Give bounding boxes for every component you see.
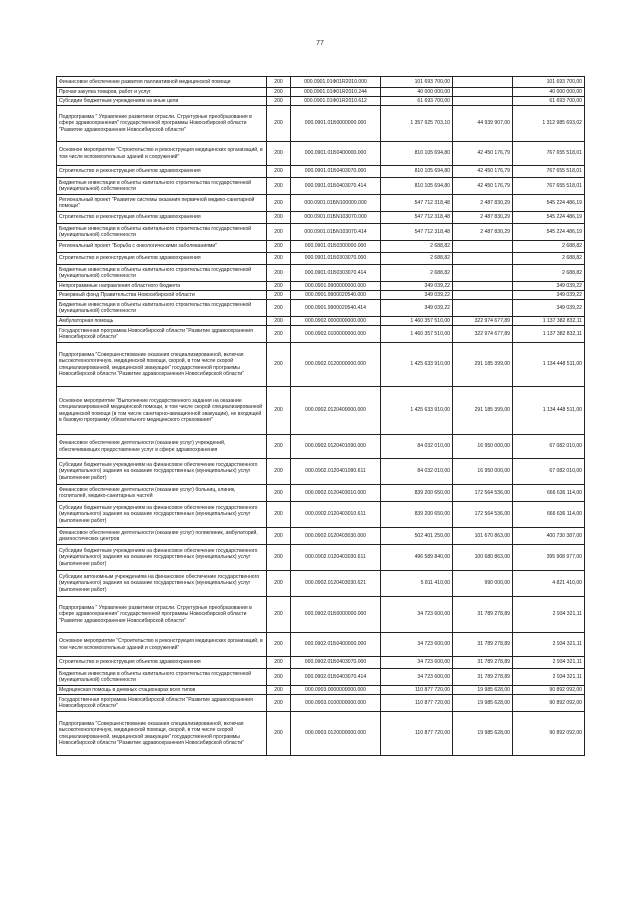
approved-amount-cell: 2 688,82 <box>381 253 453 265</box>
approved-amount-cell: 810 105 694,80 <box>381 166 453 178</box>
table-row <box>57 633 585 657</box>
change-amount-cell <box>453 88 513 97</box>
change-amount-cell: 19 985 628,00 <box>453 686 513 695</box>
ministry-code-cell: 200 <box>267 142 291 166</box>
approved-amount-cell: 5 811 410,00 <box>381 571 453 597</box>
ministry-code-cell: 200 <box>267 695 291 712</box>
budget-classification-code-cell: 000.0903.0120000000.000 <box>291 712 381 756</box>
budget-classification-code-cell: 000.0901.01Б0000000.000 <box>291 106 381 142</box>
item-name-cell: Резервный фонд Правительства Новосибирской области <box>57 291 267 300</box>
approved-amount-cell: 547 712 318,48 <box>381 224 453 241</box>
item-name-cell: Региональный проект "Развитие системы оказания первичной медико-санитарной помощи" <box>57 195 267 212</box>
approved-amount-cell: 110 877 720,00 <box>381 695 453 712</box>
item-name-cell: Подпрограмма " Управление развитием отрасли. Структурные преобразования в сфере здравоохранения" государственной программы Новосибирской области "Развитие здравоохранения Новосибирской области" <box>57 106 267 142</box>
budget-classification-code-cell: 000.0901.01Б0303070.000 <box>291 253 381 265</box>
approved-amount-cell: 34 723 600,00 <box>381 633 453 657</box>
change-amount-cell: 42 450 176,79 <box>453 166 513 178</box>
table-row <box>57 686 585 695</box>
budget-classification-code-cell: 000.0902.0120401090.611 <box>291 459 381 485</box>
approved-amount-cell: 34 723 600,00 <box>381 669 453 686</box>
change-amount-cell: 19 985 628,00 <box>453 712 513 756</box>
budget-classification-code-cell: 000.0901.9900000000.000 <box>291 282 381 291</box>
change-amount-cell: 31 789 278,89 <box>453 669 513 686</box>
change-amount-cell: 19 985 628,00 <box>453 695 513 712</box>
total-amount-cell: 4 821 410,00 <box>513 571 585 597</box>
total-amount-cell: 1 312 985 693,02 <box>513 106 585 142</box>
item-name-cell: Бюджетные инвестиции в объекты капитального строительства государственной (муниципальной) собственности <box>57 300 267 317</box>
ministry-code-cell: 200 <box>267 528 291 545</box>
item-name-cell: Основное мероприятие "Строительство и реконструкция медицинских организаций, в том числе вспомогательных зданий и сооружений" <box>57 633 267 657</box>
budget-classification-code-cell: 000.0901.01БN103070.414 <box>291 224 381 241</box>
table-row <box>57 166 585 178</box>
item-name-cell: Субсидии бюджетным учреждениям на финансовое обеспечение государственного (муниципального) задания на оказание государственных (муниципальных) услуг (выполнение работ) <box>57 545 267 571</box>
total-amount-cell: 2 934 321,11 <box>513 669 585 686</box>
item-name-cell: Амбулаторная помощь <box>57 317 267 326</box>
budget-classification-code-cell: 000.0902.0120403030.621 <box>291 571 381 597</box>
item-name-cell: Строительство и реконструкция объектов здравоохранения <box>57 212 267 224</box>
approved-amount-cell: 1 425 633 910,00 <box>381 387 453 435</box>
approved-amount-cell: 2 688,82 <box>381 265 453 282</box>
approved-amount-cell: 839 200 650,00 <box>381 502 453 528</box>
ministry-code-cell: 200 <box>267 597 291 633</box>
ministry-code-cell: 200 <box>267 253 291 265</box>
change-amount-cell <box>453 253 513 265</box>
table-row <box>57 97 585 106</box>
approved-amount-cell: 1 357 925 703,10 <box>381 106 453 142</box>
approved-amount-cell: 496 589 840,00 <box>381 545 453 571</box>
approved-amount-cell: 349 039,22 <box>381 300 453 317</box>
table-row <box>57 435 585 459</box>
approved-amount-cell: 110 877 720,00 <box>381 712 453 756</box>
item-name-cell: Непрограммные направления областного бюджета <box>57 282 267 291</box>
change-amount-cell: 44 939 907,00 <box>453 106 513 142</box>
item-name-cell: Субсидии бюджетным учреждениям на иные цели <box>57 97 267 106</box>
total-amount-cell: 1 137 382 832,11 <box>513 317 585 326</box>
table-row <box>57 142 585 166</box>
budget-classification-code-cell: 000.0901.01БN100000.000 <box>291 195 381 212</box>
total-amount-cell: 666 636 114,00 <box>513 485 585 502</box>
change-amount-cell: 291 185 399,00 <box>453 343 513 387</box>
table-row <box>57 282 585 291</box>
table-row <box>57 77 585 88</box>
item-name-cell: Медицинская помощь в дневных стационарах всех типов <box>57 686 267 695</box>
table-row <box>57 545 585 571</box>
item-name-cell: Строительство и реконструкция объектов здравоохранения <box>57 166 267 178</box>
budget-classification-code-cell: 000.0901.01Б0300000.000 <box>291 241 381 253</box>
budget-classification-code-cell: 000.0902.0120403010.611 <box>291 502 381 528</box>
ministry-code-cell: 200 <box>267 97 291 106</box>
item-name-cell: Строительство и реконструкция объектов здравоохранения <box>57 253 267 265</box>
table-row <box>57 343 585 387</box>
change-amount-cell: 990 000,00 <box>453 571 513 597</box>
item-name-cell: Финансовое обеспечение деятельности (оказание услуг) учреждений, обеспечивающих предоставление услуг в сфере здравоохранения <box>57 435 267 459</box>
approved-amount-cell: 84 032 010,00 <box>381 435 453 459</box>
item-name-cell: Субсидии автономным учреждениям на финансовое обеспечение государственного (муниципального) задания на оказание государственных (муниципальных) услуг (выполнение работ) <box>57 571 267 597</box>
approved-amount-cell: 547 712 318,48 <box>381 212 453 224</box>
total-amount-cell: 1 134 448 511,00 <box>513 343 585 387</box>
budget-classification-code-cell: 000.0901.01Ф01R2010.000 <box>291 77 381 88</box>
budget-classification-code-cell: 000.0901.01Ф01R2010.244 <box>291 88 381 97</box>
table-row <box>57 212 585 224</box>
page-number: 77 <box>316 40 324 47</box>
budget-classification-code-cell: 000.0903.0000000000.000 <box>291 686 381 695</box>
total-amount-cell: 90 892 092,00 <box>513 695 585 712</box>
table-row <box>57 317 585 326</box>
table-row <box>57 178 585 195</box>
approved-amount-cell: 1 425 633 910,00 <box>381 343 453 387</box>
budget-classification-code-cell: 000.0902.0120403030.611 <box>291 545 381 571</box>
approved-amount-cell: 34 723 600,00 <box>381 597 453 633</box>
change-amount-cell: 322 974 677,89 <box>453 326 513 343</box>
approved-amount-cell: 1 460 357 510,00 <box>381 317 453 326</box>
item-name-cell: Основное мероприятие "Выполнение государственного задания на оказание специализированной медицинской помощи, в том числе скорой специализированной медицинской помощи (в том числе санитарно-авиационной эвакуации), не входящей в базовую программу обязательного медицинского страхования" <box>57 387 267 435</box>
total-amount-cell: 2 688,82 <box>513 265 585 282</box>
budget-classification-code-cell: 000.0902.01Б0400000.000 <box>291 633 381 657</box>
total-amount-cell: 349 039,22 <box>513 282 585 291</box>
change-amount-cell: 42 450 176,79 <box>453 178 513 195</box>
ministry-code-cell: 200 <box>267 485 291 502</box>
table-row <box>57 224 585 241</box>
budget-classification-code-cell: 000.0902.0100000000.000 <box>291 326 381 343</box>
ministry-code-cell: 200 <box>267 265 291 282</box>
budget-classification-code-cell: 000.0901.9900020540.000 <box>291 291 381 300</box>
approved-amount-cell: 34 723 600,00 <box>381 657 453 669</box>
total-amount-cell: 2 934 321,11 <box>513 597 585 633</box>
total-amount-cell: 767 655 518,01 <box>513 178 585 195</box>
table-row <box>57 485 585 502</box>
total-amount-cell: 1 134 448 511,00 <box>513 387 585 435</box>
ministry-code-cell: 200 <box>267 686 291 695</box>
item-name-cell: Региональный проект "Борьба с онкологическими заболеваниями" <box>57 241 267 253</box>
ministry-code-cell: 200 <box>267 317 291 326</box>
budget-table <box>56 76 585 756</box>
change-amount-cell <box>453 291 513 300</box>
budget-classification-code-cell: 000.0903.0100000000.000 <box>291 695 381 712</box>
approved-amount-cell: 84 032 010,00 <box>381 459 453 485</box>
ministry-code-cell: 200 <box>267 195 291 212</box>
approved-amount-cell: 810 105 694,80 <box>381 142 453 166</box>
table-row <box>57 300 585 317</box>
table-row <box>57 669 585 686</box>
budget-classification-code-cell: 000.0901.01Б0303070.414 <box>291 265 381 282</box>
table-row <box>57 657 585 669</box>
change-amount-cell: 100 680 863,00 <box>453 545 513 571</box>
change-amount-cell: 31 789 278,89 <box>453 597 513 633</box>
item-name-cell: Финансовое обеспечение деятельности (оказание услуг) поликлиник, амбулаторий, диагностических центров <box>57 528 267 545</box>
budget-classification-code-cell: 000.0902.01Б0403070.414 <box>291 669 381 686</box>
total-amount-cell: 40 000 000,00 <box>513 88 585 97</box>
change-amount-cell: 16 950 000,00 <box>453 435 513 459</box>
budget-classification-code-cell: 000.0902.0120401090.000 <box>291 435 381 459</box>
change-amount-cell <box>453 97 513 106</box>
total-amount-cell: 400 730 387,00 <box>513 528 585 545</box>
total-amount-cell: 666 636 114,00 <box>513 502 585 528</box>
budget-classification-code-cell: 000.0902.0120400000.000 <box>291 387 381 435</box>
total-amount-cell: 767 655 518,01 <box>513 142 585 166</box>
ministry-code-cell: 200 <box>267 106 291 142</box>
budget-classification-code-cell: 000.0902.01Б0403070.000 <box>291 657 381 669</box>
total-amount-cell: 545 224 486,19 <box>513 224 585 241</box>
item-name-cell: Основное мероприятие "Строительство и реконструкция медицинских организаций, в том числе вспомогательных зданий и сооружений" <box>57 142 267 166</box>
table-row <box>57 88 585 97</box>
item-name-cell: Прочая закупка товаров, работ и услуг <box>57 88 267 97</box>
change-amount-cell: 101 670 863,00 <box>453 528 513 545</box>
approved-amount-cell: 40 000 000,00 <box>381 88 453 97</box>
approved-amount-cell: 502 401 250,00 <box>381 528 453 545</box>
change-amount-cell <box>453 77 513 88</box>
table-row <box>57 387 585 435</box>
ministry-code-cell: 200 <box>267 326 291 343</box>
table-row <box>57 291 585 300</box>
change-amount-cell <box>453 265 513 282</box>
ministry-code-cell: 200 <box>267 502 291 528</box>
item-name-cell: Бюджетные инвестиции в объекты капитального строительства государственной (муниципальной) собственности <box>57 265 267 282</box>
total-amount-cell: 545 224 486,19 <box>513 195 585 212</box>
item-name-cell: Бюджетные инвестиции в объекты капитального строительства государственной (муниципальной) собственности <box>57 224 267 241</box>
item-name-cell: Подпрограмма "Совершенствование оказания специализированной, включая высокотехнологичную, медицинской помощи, скорой, в том числе скорой специализированной, медицинской эвакуации" государственной программы Новосибирской области "Развитие здравоохранения Новосибирской области" <box>57 343 267 387</box>
approved-amount-cell: 110 877 720,00 <box>381 686 453 695</box>
ministry-code-cell: 200 <box>267 712 291 756</box>
total-amount-cell: 90 892 092,00 <box>513 712 585 756</box>
approved-amount-cell: 349 039,22 <box>381 291 453 300</box>
budget-classification-code-cell: 000.0901.9900020540.414 <box>291 300 381 317</box>
total-amount-cell: 349 039,22 <box>513 300 585 317</box>
total-amount-cell: 395 908 977,00 <box>513 545 585 571</box>
budget-table-body <box>57 77 585 756</box>
change-amount-cell: 2 487 830,29 <box>453 224 513 241</box>
change-amount-cell <box>453 300 513 317</box>
ministry-code-cell: 200 <box>267 545 291 571</box>
budget-classification-code-cell: 000.0901.01Б0400000.000 <box>291 142 381 166</box>
item-name-cell: Подпрограмма " Управление развитием отрасли. Структурные преобразования в сфере здравоохранения" государственной программы Новосибирской области "Развитие здравоохранения Новосибирской области" <box>57 597 267 633</box>
approved-amount-cell: 1 460 357 510,00 <box>381 326 453 343</box>
table-row <box>57 712 585 756</box>
budget-classification-code-cell: 000.0901.01БN103070.000 <box>291 212 381 224</box>
total-amount-cell: 90 892 092,00 <box>513 686 585 695</box>
total-amount-cell: 349 039,22 <box>513 291 585 300</box>
approved-amount-cell: 61 693 700,00 <box>381 97 453 106</box>
ministry-code-cell: 200 <box>267 241 291 253</box>
total-amount-cell: 1 137 382 832,11 <box>513 326 585 343</box>
ministry-code-cell: 200 <box>267 300 291 317</box>
table-row <box>57 265 585 282</box>
ministry-code-cell: 200 <box>267 212 291 224</box>
total-amount-cell: 101 693 700,00 <box>513 77 585 88</box>
ministry-code-cell: 200 <box>267 657 291 669</box>
total-amount-cell: 61 693 700,00 <box>513 97 585 106</box>
ministry-code-cell: 200 <box>267 77 291 88</box>
ministry-code-cell: 200 <box>267 224 291 241</box>
table-row <box>57 528 585 545</box>
table-row <box>57 195 585 212</box>
item-name-cell: Субсидии бюджетным учреждениям на финансовое обеспечение государственного (муниципального) задания на оказание государственных (муниципальных) услуг (выполнение работ) <box>57 459 267 485</box>
ministry-code-cell: 200 <box>267 435 291 459</box>
ministry-code-cell: 200 <box>267 343 291 387</box>
change-amount-cell: 16 950 000,00 <box>453 459 513 485</box>
total-amount-cell: 545 224 486,19 <box>513 212 585 224</box>
item-name-cell: Субсидии бюджетным учреждениям на финансовое обеспечение государственного (муниципального) задания на оказание государственных (муниципальных) услуг (выполнение работ) <box>57 502 267 528</box>
item-name-cell: Финансовое обеспечение деятельности (оказание услуг) больниц, клиник, госпиталей, медико-санитарных частей <box>57 485 267 502</box>
table-row <box>57 241 585 253</box>
ministry-code-cell: 200 <box>267 387 291 435</box>
budget-classification-code-cell: 000.0901.01Б0403070.000 <box>291 166 381 178</box>
ministry-code-cell: 200 <box>267 571 291 597</box>
table-row <box>57 502 585 528</box>
total-amount-cell: 67 082 010,00 <box>513 435 585 459</box>
approved-amount-cell: 349 039,22 <box>381 282 453 291</box>
change-amount-cell: 31 789 278,89 <box>453 633 513 657</box>
table-row <box>57 459 585 485</box>
item-name-cell: Бюджетные инвестиции в объекты капитального строительства государственной (муниципальной) собственности <box>57 669 267 686</box>
table-row <box>57 326 585 343</box>
ministry-code-cell: 200 <box>267 166 291 178</box>
ministry-code-cell: 200 <box>267 669 291 686</box>
ministry-code-cell: 200 <box>267 282 291 291</box>
budget-classification-code-cell: 000.0902.0120403030.000 <box>291 528 381 545</box>
total-amount-cell: 2 688,82 <box>513 241 585 253</box>
change-amount-cell: 31 789 278,89 <box>453 657 513 669</box>
ministry-code-cell: 200 <box>267 291 291 300</box>
ministry-code-cell: 200 <box>267 178 291 195</box>
item-name-cell: Государственная программа Новосибирской области "Развитие здравоохранения Новосибирской области" <box>57 695 267 712</box>
ministry-code-cell: 200 <box>267 88 291 97</box>
change-amount-cell: 172 564 536,00 <box>453 485 513 502</box>
total-amount-cell: 2 688,82 <box>513 253 585 265</box>
item-name-cell: Бюджетные инвестиции в объекты капитального строительства государственной (муниципальной) собственности <box>57 178 267 195</box>
table-row <box>57 571 585 597</box>
approved-amount-cell: 839 200 650,00 <box>381 485 453 502</box>
table-row <box>57 106 585 142</box>
approved-amount-cell: 2 688,82 <box>381 241 453 253</box>
change-amount-cell: 2 487 830,29 <box>453 195 513 212</box>
approved-amount-cell: 101 693 700,00 <box>381 77 453 88</box>
total-amount-cell: 2 934 321,11 <box>513 657 585 669</box>
change-amount-cell <box>453 241 513 253</box>
item-name-cell: Государственная программа Новосибирской области "Развитие здравоохранения Новосибирской области" <box>57 326 267 343</box>
item-name-cell: Финансовое обеспечение развития паллиативной медицинской помощи <box>57 77 267 88</box>
budget-classification-code-cell: 000.0902.0120403010.000 <box>291 485 381 502</box>
change-amount-cell: 2 487 830,29 <box>453 212 513 224</box>
budget-classification-code-cell: 000.0902.01Б0000000.000 <box>291 597 381 633</box>
item-name-cell: Подпрограмма "Совершенствование оказания специализированной, включая высокотехнологичную, медицинской помощи, скорой, в том числе скорой специализированной, медицинской эвакуации" государственной программы Новосибирской области "Развитие здравоохранения Новосибирской области" <box>57 712 267 756</box>
approved-amount-cell: 810 105 694,80 <box>381 178 453 195</box>
total-amount-cell: 2 934 321,11 <box>513 633 585 657</box>
budget-classification-code-cell: 000.0902.0000000000.000 <box>291 317 381 326</box>
ministry-code-cell: 200 <box>267 459 291 485</box>
table-row <box>57 253 585 265</box>
ministry-code-cell: 200 <box>267 633 291 657</box>
budget-classification-code-cell: 000.0901.01Б0403070.414 <box>291 178 381 195</box>
change-amount-cell: 291 185 399,00 <box>453 387 513 435</box>
budget-classification-code-cell: 000.0901.01Ф01R2010.612 <box>291 97 381 106</box>
total-amount-cell: 67 082 010,00 <box>513 459 585 485</box>
change-amount-cell <box>453 282 513 291</box>
total-amount-cell: 767 655 518,01 <box>513 166 585 178</box>
budget-classification-code-cell: 000.0902.0120000000.000 <box>291 343 381 387</box>
change-amount-cell: 322 974 677,89 <box>453 317 513 326</box>
item-name-cell: Строительство и реконструкция объектов здравоохранения <box>57 657 267 669</box>
approved-amount-cell: 547 712 318,48 <box>381 195 453 212</box>
change-amount-cell: 42 450 176,79 <box>453 142 513 166</box>
table-row <box>57 597 585 633</box>
table-row <box>57 695 585 712</box>
change-amount-cell: 172 564 536,00 <box>453 502 513 528</box>
